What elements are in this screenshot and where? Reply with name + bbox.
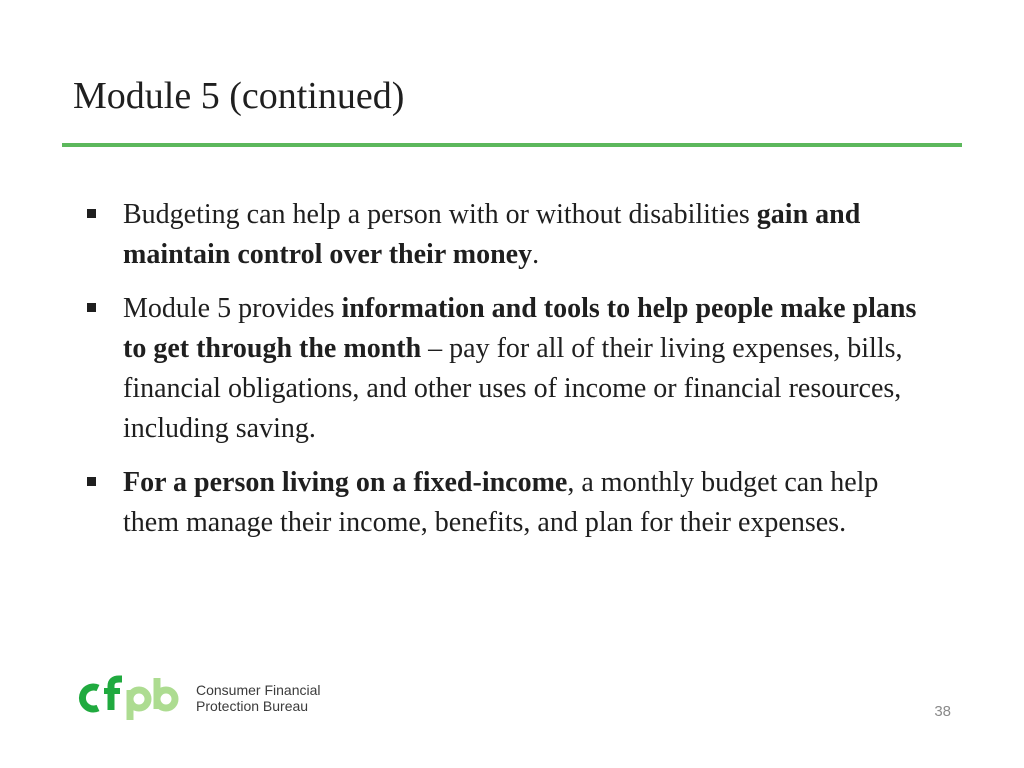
page-number: 38 xyxy=(934,703,951,720)
bullet-text-run: , a monthly budget can help them manage their income, benefits, and plan for their expenses. xyxy=(123,467,879,538)
bullet-text-run-bold: For a person living on a fixed-income xyxy=(123,467,568,498)
title-divider xyxy=(62,143,962,147)
logo-agency-name xyxy=(196,682,321,714)
cfpb-logo xyxy=(78,674,321,722)
cfpb-wordmark-icon xyxy=(78,674,184,722)
bullet-text-run: Budgeting can help a person with or without disabilities xyxy=(123,199,757,230)
bullet-text-run: . xyxy=(532,239,540,270)
square-bullet-icon xyxy=(87,209,96,218)
bullet-text-run: – pay for all of their living expenses, bills, financial obligations, and other uses of income or financial resources, including saving. xyxy=(123,333,903,444)
bullet-text-run: Module 5 provides xyxy=(123,293,342,324)
bullet-text-run-bold: gain and maintain control over their money xyxy=(123,199,861,270)
bullet-item xyxy=(87,463,937,543)
bullet-item xyxy=(87,195,937,275)
logo-line-1: Consumer Financial xyxy=(196,682,321,698)
bullet-text-run-bold: information and tools to help people make plans to get through the month xyxy=(123,293,917,364)
bullet-item xyxy=(87,289,937,449)
square-bullet-icon xyxy=(87,303,96,312)
slide-title: Module 5 (continued) xyxy=(73,75,405,117)
square-bullet-icon xyxy=(87,477,96,486)
logo-line-2: Protection Bureau xyxy=(196,698,309,714)
bullet-list xyxy=(87,195,937,557)
